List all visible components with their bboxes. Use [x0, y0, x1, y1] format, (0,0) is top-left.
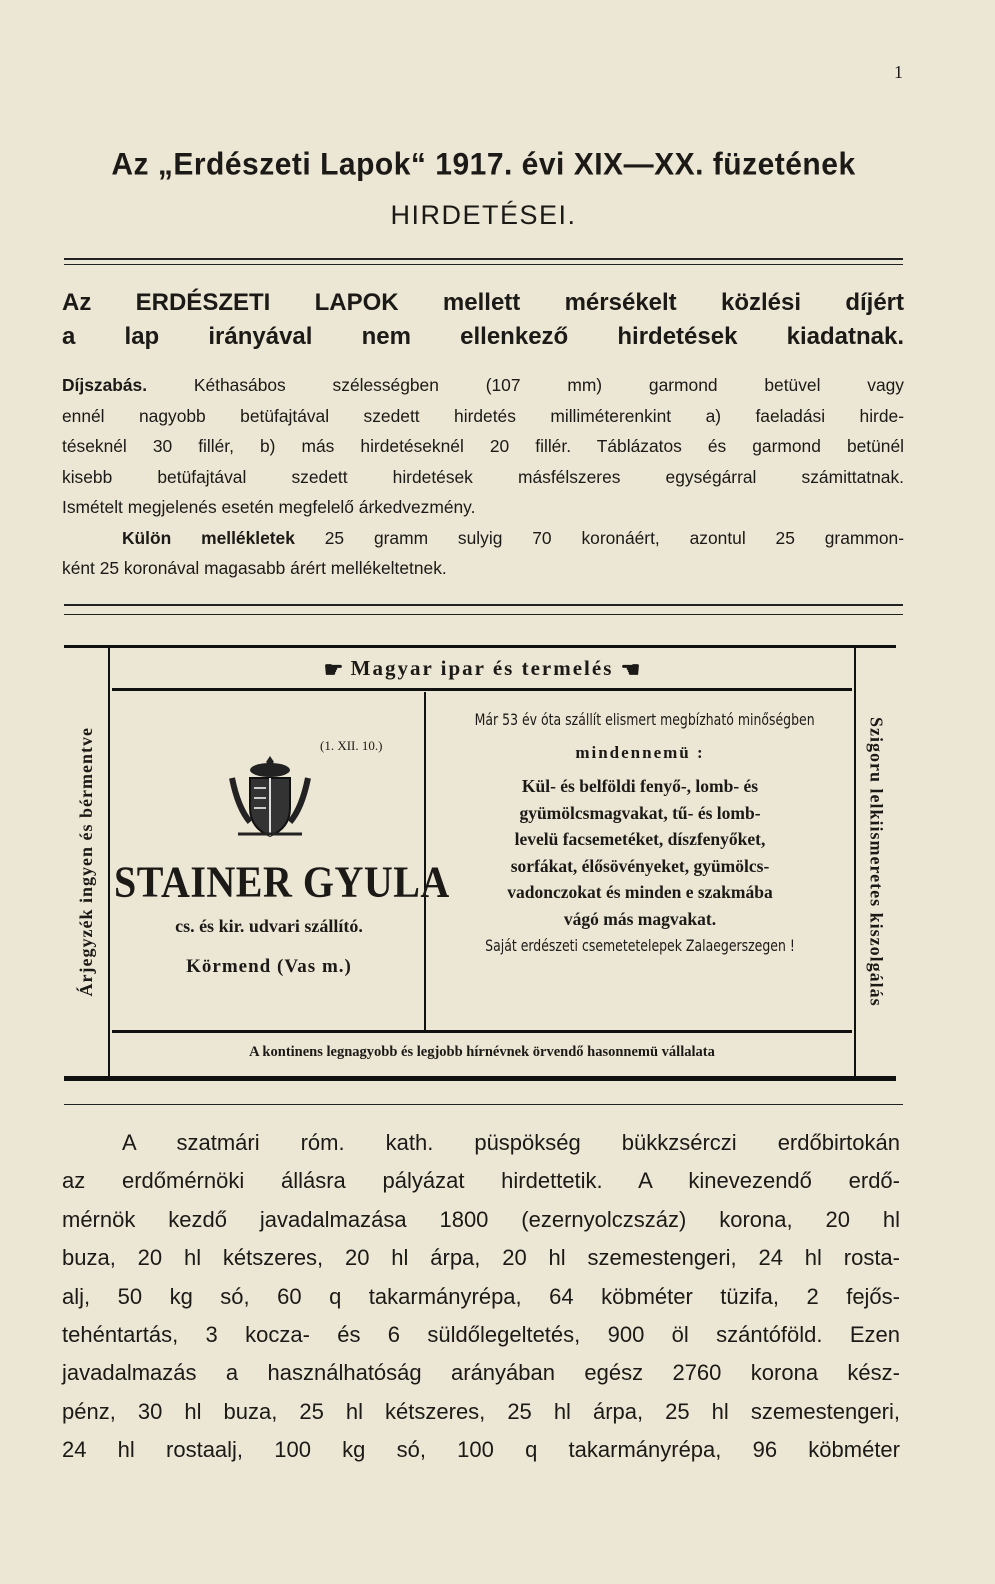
divider — [64, 1104, 903, 1105]
supplements-line — [62, 523, 904, 554]
rates-line: ennél nagyobb betüfajtával szedett hirdetés milliméterenkint a) faeladási hirde- — [62, 405, 904, 426]
pointing-hand-left-icon: ☚ — [620, 657, 641, 683]
page-subtitle: HIRDETÉSEI. — [390, 200, 577, 230]
rates-line: kisebb betüfajtával szedett hirdetések másfélszeres egységárral számittatnak. — [62, 466, 904, 487]
notice-paragraph — [62, 1124, 900, 1470]
ad-border-left — [108, 648, 110, 1076]
ad-subheading: mindennemü : — [575, 743, 705, 762]
divider — [64, 614, 903, 615]
supplements-text: 25 gramm sulyig 70 koronáért, azontul 25 grammon- — [324, 527, 904, 548]
rates-heading: Díjszabás. — [62, 375, 148, 395]
notice-line: pénz, 30 hl buza, 25 hl kétszeres, 25 hl árpa, 25 hl szemestengeri, — [62, 1398, 900, 1424]
ad-header — [112, 656, 852, 683]
page-title: Az „Erdészeti Lapok“ 1917. évi XIX—XX. füzetének — [111, 146, 856, 182]
notice-line: A szatmári róm. kath. püspökség bükkzsérczi erdőbirtokán — [122, 1130, 900, 1155]
notice-line: alj, 50 kg só, 60 q takarmányrépa, 64 köbméter tüzifa, 2 fejős- — [62, 1283, 900, 1309]
firm-title: cs. és kir. udvari szállító. — [175, 916, 363, 936]
ad-product-line: sorfákat, élősövényeket, gyümölcs- — [510, 855, 770, 876]
ad-product-line: vágó más magvakat. — [563, 908, 717, 929]
ad-side-right — [854, 648, 898, 1076]
ad-header-text: Magyar ipar és termelés — [350, 656, 614, 680]
ad-footer-rule — [112, 1030, 852, 1033]
pointing-hand-icon: ☛ — [323, 657, 344, 683]
notice-line: 24 hl rostaalj, 100 kg só, 100 q takarmányrépa, 96 köbméter — [62, 1437, 900, 1463]
rates-line: téseknél 30 fillér, b) más hirdetéseknél 20 fillér. Táblázatos és garmond betünél — [62, 436, 904, 456]
notice-line: mérnök kezdő javadalmazása 1800 (ezernyolczszáz) korona, 20 hl — [62, 1206, 900, 1232]
ad-tagline: Már 53 év óta szállít elismert megbízható minőségben — [474, 710, 815, 729]
ad-product-line: gyümölcsmagvakat, tű- és lomb- — [519, 802, 761, 823]
ad-nursery-note: Saját erdészeti csemetetelepek Zalaegerszegen ! — [485, 936, 795, 955]
rates-text: Kéthasábos szélességben (107 mm) garmond betüvel vagy — [193, 375, 904, 395]
lead-line: a lap irányával nem ellenkező hirdetések kiadatnak. — [62, 323, 904, 350]
firm-name: STAINER GYULA — [114, 856, 450, 907]
rates-paragraph — [62, 370, 904, 584]
ad-side-right-text: Szigoru lelkiismeretes kiszolgálás — [866, 717, 887, 1007]
lead-line: Az ERDÉSZETI LAPOK mellett mérsékelt közlési díjért — [62, 289, 904, 316]
ad-code: (1. XII. 10.) — [320, 738, 383, 753]
ad-product-line: vadonczokat és minden e szakmába — [507, 882, 773, 902]
divider — [64, 264, 903, 265]
ad-product-line: levelü facsemetéket, díszfenyőket, — [514, 829, 766, 849]
firm-location: Körmend (Vas m.) — [186, 956, 352, 977]
coat-of-arms-icon — [224, 748, 316, 844]
notice-line: az erdőmérnöki állásra pályázat hirdettetik. A kinevezendő erdő- — [62, 1168, 900, 1194]
notice-line: javadalmazás a használhatóság arányában egész 2760 korona kész- — [62, 1360, 900, 1386]
ad-product-list — [428, 773, 852, 932]
ad-header-rule — [112, 688, 852, 691]
rates-line: Ismételt megjelenés esetén megfelelő árkedvezmény. — [62, 497, 476, 517]
rates-line — [62, 370, 904, 401]
supplements-line: ként 25 koronával magasabb árért mellékeltetnek. — [62, 558, 447, 578]
advertisement-box — [64, 645, 896, 1081]
ad-side-left — [64, 648, 108, 1076]
supplements-heading: Külön mellékletek — [122, 527, 295, 548]
ad-side-left-text: Árjegyzék ingyen és bérmentve — [75, 727, 96, 997]
notice-line: buza, 20 hl kétszeres, 20 hl árpa, 20 hl szemestengeri, 24 hl rosta- — [62, 1245, 900, 1271]
divider — [64, 258, 903, 260]
divider — [64, 604, 903, 606]
notice-line: tehéntartás, 3 kocza- és 6 süldőlegeltetés, 900 öl szántóföld. Ezen — [62, 1321, 900, 1347]
lead-paragraph — [62, 286, 904, 354]
page-folio: 1 — [894, 62, 903, 82]
ad-product-column — [428, 698, 852, 955]
ad-product-line: Kül- és belföldi fenyő-, lomb- és — [521, 776, 759, 796]
ad-footer: A kontinens legnagyobb és legjobb hírnévnek örvendő hasonnemü vállalata — [249, 1044, 715, 1060]
